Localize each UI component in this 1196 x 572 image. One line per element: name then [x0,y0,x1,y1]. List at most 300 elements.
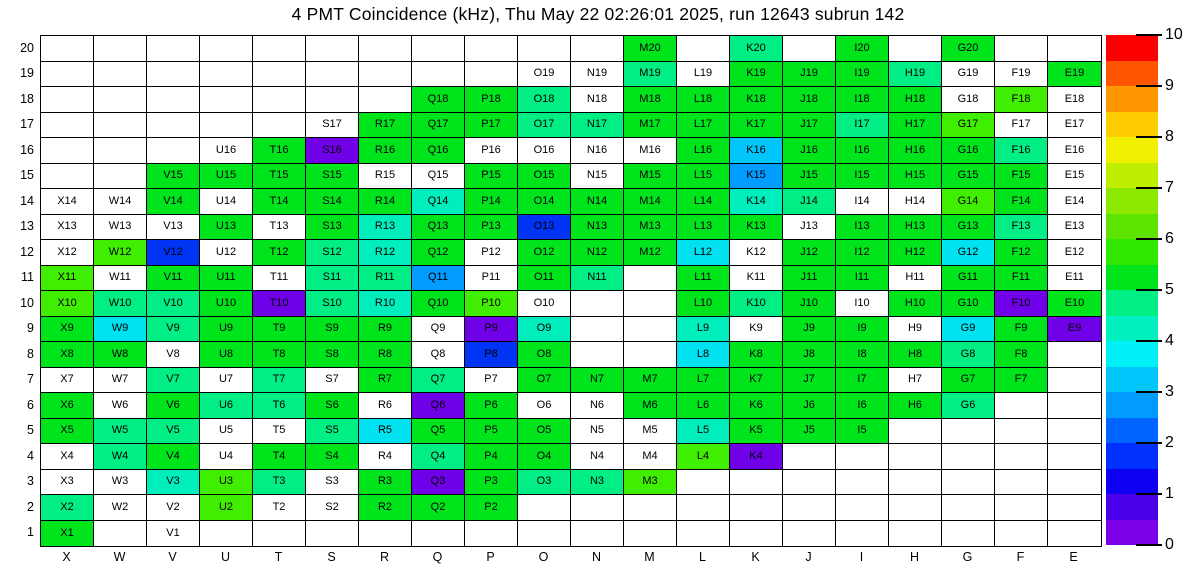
heatmap-cell-empty [147,138,200,164]
pmt-label: W12 [108,245,132,258]
heatmap-cell-empty [200,36,253,62]
heatmap-cell [147,419,200,445]
heatmap-cell-empty [624,291,677,317]
x-tick-label: Q [432,550,443,564]
pmt-label: G19 [957,67,979,80]
heatmap-cell-empty [783,36,836,62]
heatmap-cell [518,291,571,317]
pmt-label: Q14 [427,194,449,207]
pmt-label: E13 [1064,220,1085,233]
pmt-label: V15 [163,169,183,182]
x-tick-label: I [859,550,864,564]
pmt-label: I19 [854,67,870,80]
heatmap-cell [942,393,995,419]
heatmap-cell [677,62,730,88]
pmt-label: T7 [272,373,286,386]
heatmap-cell [889,189,942,215]
heatmap-cell-empty [995,393,1048,419]
heatmap-cell [783,419,836,445]
pmt-label: W8 [111,347,129,360]
pmt-label: I8 [857,347,867,360]
pmt-label: N5 [589,424,605,437]
pmt-label: R8 [377,347,393,360]
heatmap-cell [783,189,836,215]
heatmap-cell [41,266,94,292]
heatmap-cell [306,138,359,164]
heatmap-cell [412,291,465,317]
pmt-label: R4 [377,449,393,462]
heatmap-cell-empty [1048,470,1101,496]
heatmap-cell [730,87,783,113]
pmt-label: G20 [957,41,979,54]
pmt-label: R5 [377,424,393,437]
heatmap-cell [783,317,836,343]
pmt-label: K20 [746,41,766,54]
pmt-label: N12 [586,245,608,258]
colorbar-tick-label: 8 [1165,128,1174,145]
heatmap-cell [942,36,995,62]
heatmap-cell-empty [147,62,200,88]
heatmap-cell [730,240,783,266]
heatmap-cell [677,113,730,139]
heatmap-cell-empty [1048,342,1101,368]
heatmap-cell [518,62,571,88]
pmt-label: O17 [533,118,555,131]
heatmap-cell-empty [518,36,571,62]
pmt-label: R14 [374,194,396,207]
heatmap-cell [889,266,942,292]
heatmap-cell [200,189,253,215]
pmt-label: X5 [60,424,74,437]
heatmap-cell [518,317,571,343]
x-tick-label: K [751,550,760,564]
pmt-label: K4 [749,449,763,462]
heatmap-cell [147,495,200,521]
pmt-label: M19 [639,67,661,80]
pmt-label: F15 [1011,169,1031,182]
heatmap-cell [677,393,730,419]
pmt-label: P12 [481,245,501,258]
pmt-label: O14 [533,194,555,207]
heatmap-cell [200,164,253,190]
heatmap-cell [889,87,942,113]
pmt-label: F9 [1014,322,1028,335]
heatmap-cell-empty [359,521,412,547]
heatmap-grid [40,35,1102,547]
heatmap-cell [783,113,836,139]
x-tick-label: O [538,550,549,564]
heatmap-cell [147,444,200,470]
x-tick-label: W [113,550,126,564]
heatmap-cell-empty [94,62,147,88]
colorbar-tick-label: 4 [1165,332,1174,349]
pmt-label: X3 [60,475,74,488]
colorbar-band [1106,61,1158,87]
heatmap-cell [94,215,147,241]
pmt-label: R11 [375,271,395,284]
pmt-label: F17 [1011,118,1031,131]
heatmap-cell [571,470,624,496]
x-tick-label: E [1069,550,1078,564]
pmt-label: K12 [746,245,766,258]
heatmap-cell [677,444,730,470]
heatmap-cell [942,291,995,317]
heatmap-cell [465,470,518,496]
pmt-label: U16 [215,143,237,156]
pmt-label: T11 [269,271,289,284]
heatmap-cell [942,62,995,88]
heatmap-cell [571,368,624,394]
heatmap-cell-empty [359,36,412,62]
pmt-label: G6 [960,398,976,411]
heatmap-cell-empty [677,36,730,62]
x-tick-label: N [591,550,602,564]
pmt-label: V3 [166,475,180,488]
heatmap-cell [677,240,730,266]
heatmap-cell-empty [571,521,624,547]
pmt-label: W3 [111,475,129,488]
x-tick-label: R [379,550,390,564]
pmt-label: I12 [854,245,870,258]
pmt-label: M20 [639,41,661,54]
pmt-label: O16 [533,143,555,156]
pmt-label: R15 [374,169,396,182]
heatmap-cell [465,368,518,394]
heatmap-cell [359,215,412,241]
heatmap-cell [889,317,942,343]
pmt-label: R12 [374,245,396,258]
pmt-label: N7 [589,373,605,386]
pmt-label: E12 [1064,245,1085,258]
heatmap-cell [200,419,253,445]
heatmap-cell [518,368,571,394]
heatmap-cell [41,495,94,521]
pmt-label: O10 [533,296,555,309]
pmt-label: Q17 [427,118,449,131]
pmt-label: J15 [800,169,818,182]
heatmap-cell [783,240,836,266]
heatmap-cell [306,317,359,343]
colorbar-band [1106,469,1158,495]
heatmap-cell [624,36,677,62]
x-tick-label: U [220,550,231,564]
heatmap-cell [253,317,306,343]
heatmap-cell [942,87,995,113]
heatmap-cell-empty [41,87,94,113]
pmt-label: W2 [111,500,129,513]
pmt-label: L9 [696,322,710,335]
heatmap-cell [783,87,836,113]
pmt-label: U8 [218,347,234,360]
heatmap-cell [306,470,359,496]
pmt-label: O6 [536,398,552,411]
heatmap-cell [571,240,624,266]
heatmap-cell-empty [41,138,94,164]
heatmap-cell [677,138,730,164]
pmt-label: S4 [325,449,339,462]
heatmap-cell-empty [1048,419,1101,445]
heatmap-cell [571,215,624,241]
heatmap-cell [889,215,942,241]
heatmap-cell [465,215,518,241]
pmt-label: N17 [586,118,608,131]
y-tick-label: 2 [27,499,34,514]
x-tick-label: H [909,550,920,564]
pmt-label: S3 [325,475,339,488]
x-tick-label: T [274,550,283,564]
heatmap-cell [1048,189,1101,215]
heatmap-cell [200,393,253,419]
pmt-label: G15 [957,169,979,182]
heatmap-cell [518,113,571,139]
pmt-label: J11 [800,271,818,284]
pmt-label: O5 [536,424,552,437]
heatmap-cell [624,419,677,445]
heatmap-cell [1048,87,1101,113]
pmt-label: T15 [269,169,289,182]
heatmap-cell [995,342,1048,368]
pmt-label: U6 [218,398,234,411]
heatmap-cell [94,317,147,343]
heatmap-cell-empty [147,36,200,62]
heatmap-cell [677,189,730,215]
pmt-label: R10 [374,296,396,309]
chart-title: 4 PMT Coincidence (kHz), Thu May 22 02:26:01 2025, run 12643 subrun 142 [291,4,905,24]
heatmap-cell [94,495,147,521]
heatmap-cell [518,164,571,190]
pmt-label: E15 [1064,169,1085,182]
colorbar-band [1106,443,1158,469]
pmt-label: R3 [377,475,393,488]
pmt-label: T2 [272,500,286,513]
heatmap-cell [306,164,359,190]
heatmap-cell [147,521,200,547]
heatmap-cell [995,266,1048,292]
colorbar-band [1106,137,1158,163]
heatmap-cell [571,419,624,445]
heatmap-cell [465,266,518,292]
heatmap-cell [624,62,677,88]
heatmap-cell [995,368,1048,394]
pmt-label: M15 [639,169,661,182]
pmt-label: H8 [907,347,923,360]
heatmap-cell [518,240,571,266]
pmt-label: P4 [484,449,498,462]
pmt-label: L16 [693,143,713,156]
colorbar-band [1106,418,1158,444]
pmt-label: W10 [108,296,132,309]
pmt-label: U10 [215,296,237,309]
colorbar-band [1106,112,1158,138]
pmt-label: J10 [800,296,818,309]
pmt-label: J14 [800,194,818,207]
heatmap-cell [730,368,783,394]
pmt-label: U14 [215,194,237,207]
colorbar-band [1106,188,1158,214]
colorbar-band [1106,341,1158,367]
heatmap-cell-empty [677,521,730,547]
heatmap-cell [730,342,783,368]
y-tick-label: 15 [20,168,34,183]
heatmap-cell [359,113,412,139]
x-tick-label: X [62,550,71,564]
pmt-label: W4 [111,449,129,462]
heatmap-cell [836,342,889,368]
heatmap-cell-empty [94,521,147,547]
pmt-label: U7 [218,373,234,386]
heatmap-cell-empty [783,444,836,470]
heatmap-cell [412,444,465,470]
pmt-label: X12 [57,245,77,258]
heatmap-cell [253,419,306,445]
pmt-label: K19 [746,67,766,80]
pmt-label: T8 [272,347,286,360]
colorbar-tick-label: 5 [1165,281,1174,298]
pmt-label: Q2 [430,500,446,513]
pmt-label: N3 [589,475,605,488]
pmt-label: U12 [215,245,237,258]
heatmap-cell-empty [359,87,412,113]
heatmap-cell [359,419,412,445]
heatmap-cell [253,291,306,317]
pmt-label: G16 [957,143,979,156]
heatmap-cell [518,87,571,113]
heatmap-cell [836,317,889,343]
heatmap-cell [942,215,995,241]
heatmap-cell [1048,113,1101,139]
pmt-label: Q13 [427,220,449,233]
heatmap-cell [783,291,836,317]
pmt-label: F10 [1011,296,1031,309]
heatmap-cell [942,342,995,368]
heatmap-cell [571,87,624,113]
pmt-label: T16 [269,143,289,156]
heatmap-cell [306,444,359,470]
heatmap-cell [94,240,147,266]
pmt-label: Q3 [430,475,446,488]
heatmap-cell-empty [41,62,94,88]
heatmap-cell [200,470,253,496]
pmt-label: M14 [639,194,661,207]
heatmap-cell [677,266,730,292]
pmt-label: F11 [1011,271,1031,284]
heatmap-cell [412,470,465,496]
heatmap-cell [677,342,730,368]
pmt-label: W14 [108,194,132,207]
heatmap-cell [624,87,677,113]
pmt-label: O13 [533,220,555,233]
heatmap-cell [571,266,624,292]
heatmap-cell [147,215,200,241]
pmt-label: V4 [166,449,180,462]
heatmap-cell [889,113,942,139]
pmt-label: U15 [215,169,237,182]
heatmap-cell [624,240,677,266]
heatmap-cell-empty [1048,368,1101,394]
y-tick-label: 7 [27,372,34,387]
pmt-label: K11 [746,271,766,284]
heatmap-cell [518,419,571,445]
pmt-label: L14 [693,194,713,207]
pmt-label: V1 [166,526,180,539]
heatmap-cell-empty [253,113,306,139]
pmt-label: P18 [481,92,501,105]
heatmap-cell [200,368,253,394]
pmt-label: H19 [904,67,926,80]
heatmap-cell-empty [518,521,571,547]
heatmap-cell [412,368,465,394]
pmt-label: F18 [1011,92,1031,105]
colorbar-band [1106,265,1158,291]
heatmap-cell-empty [253,36,306,62]
pmt-label: L15 [693,169,713,182]
pmt-label: U2 [218,500,234,513]
pmt-label: J7 [803,373,815,386]
colorbar-tick [1136,136,1162,138]
pmt-label: P17 [481,118,501,131]
pmt-label: K14 [746,194,766,207]
pmt-label: U9 [218,322,234,335]
heatmap-cell-empty [147,113,200,139]
pmt-label: V10 [163,296,183,309]
pmt-label: N19 [586,67,608,80]
pmt-label: M7 [642,373,658,386]
pmt-label: M12 [639,245,661,258]
heatmap-cell [730,266,783,292]
heatmap-cell [147,470,200,496]
pmt-label: T13 [269,220,289,233]
heatmap-cell [41,189,94,215]
pmt-label: J5 [803,424,815,437]
pmt-label: F7 [1014,373,1028,386]
heatmap-cell [783,368,836,394]
colorbar-tick [1136,442,1162,444]
heatmap-cell-empty [518,495,571,521]
pmt-label: T5 [272,424,286,437]
heatmap-cell-empty [1048,36,1101,62]
heatmap-cell [465,87,518,113]
pmt-label: X6 [60,398,74,411]
heatmap-cell [147,240,200,266]
pmt-label: V7 [166,373,180,386]
heatmap-cell [624,470,677,496]
pmt-label: N16 [586,143,608,156]
pmt-label: U3 [218,475,234,488]
colorbar-band [1106,214,1158,240]
heatmap-cell [783,138,836,164]
heatmap-cell [253,368,306,394]
pmt-label: N13 [586,220,608,233]
pmt-label: K6 [749,398,763,411]
heatmap-cell [412,419,465,445]
pmt-label: I9 [857,322,867,335]
heatmap-cell [465,164,518,190]
heatmap-cell [306,291,359,317]
pmt-label: Q5 [430,424,446,437]
pmt-label: L19 [693,67,713,80]
heatmap-cell [306,368,359,394]
heatmap-cell [783,393,836,419]
heatmap-cell [730,393,783,419]
heatmap-cell-empty [942,495,995,521]
heatmap-cell [889,164,942,190]
pmt-label: O15 [533,169,555,182]
heatmap-cell-empty [783,470,836,496]
y-tick-label: 13 [20,219,34,234]
heatmap-cell [518,138,571,164]
heatmap-cell [730,317,783,343]
heatmap-cell [412,87,465,113]
